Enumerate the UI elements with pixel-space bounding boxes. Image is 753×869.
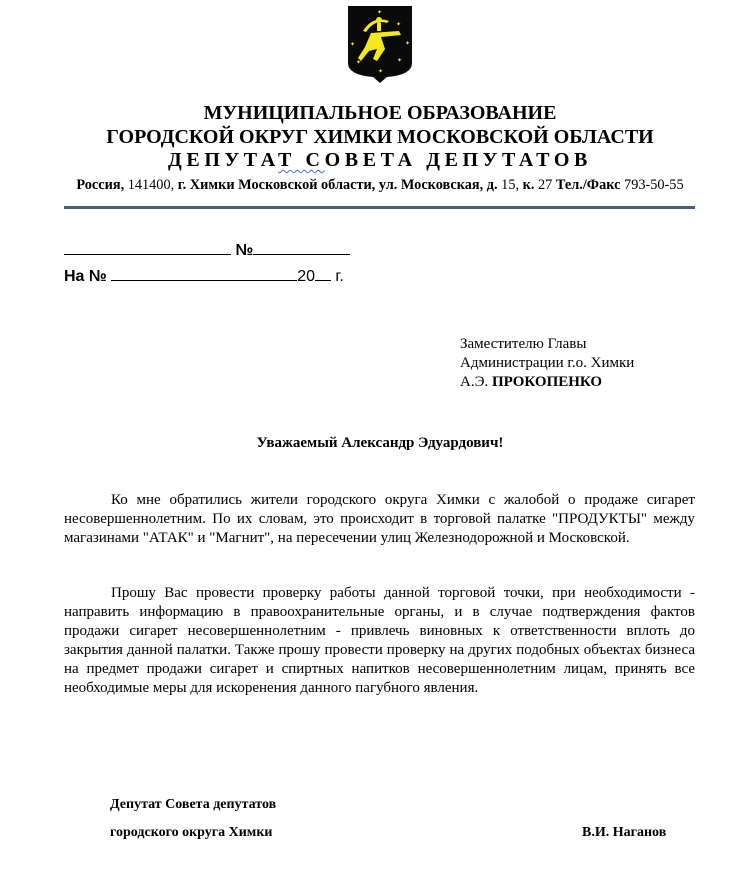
addressee-block: Заместителю Главы Администрации г.о. Химки А.Э. ПРОКОПЕНКО: [460, 336, 635, 390]
svg-text:✦: ✦: [356, 59, 362, 66]
svg-text:✦: ✦: [377, 9, 383, 16]
org-address: Россия, 141400, г. Химки Московской области, ул. Московская, д. 15, к. 27 Тел./Факс 793-50-55: [76, 177, 684, 193]
body-paragraph-1: Ко мне обратились жители городского округа Химки с жалобой о продаже сигарет несовершеннолетним. По их словам, это происходит в торговой палатке "ПРОДУКТЫ" между магазинами "АТАК" и "Магнит", на пересечении улиц Железнодорожной и Московской.: [64, 492, 695, 546]
signatory-title-line2: городского округа Химки: [110, 825, 273, 840]
addressee-surname: ПРОКОПЕНКО: [492, 374, 603, 390]
svg-text:✦: ✦: [405, 40, 411, 47]
date-blank: [64, 240, 231, 255]
svg-text:✦: ✦: [396, 21, 402, 28]
outgoing-number-line: №: [64, 240, 350, 260]
org-title-line3: ДЕПУТАТ СОВЕТА ДЕПУТАТОВ: [168, 149, 592, 171]
svg-text:✦: ✦: [397, 57, 403, 64]
header-divider: [64, 206, 695, 209]
year-blank: [315, 266, 331, 281]
khimki-coat-of-arms-icon: [347, 5, 413, 83]
number-blank: [253, 240, 350, 255]
signatory-title-line1: Депутат Совета депутатов: [110, 797, 277, 812]
org-title-line2: ГОРОДСКОЙ ОКРУГ ХИМКИ МОСКОВСКОЙ ОБЛАСТИ: [106, 126, 654, 148]
org-title-line1: МУНИЦИПАЛЬНОЕ ОБРАЗОВАНИЕ: [203, 102, 557, 124]
spellcheck-underline: Т С: [278, 149, 325, 171]
svg-text:✦: ✦: [350, 41, 356, 48]
reference-blank: [111, 266, 297, 281]
body-paragraph-2: Прошу Вас провести проверку работы данной торговой точки, при необходимости - направить информацию в правоохранительные органы, и в случае подтверждения фактов продажи сигарет несовершеннолетним - привлечь виновных к ответственности вплоть до закрытия данной палатки. Также прошу провести проверку на других подобных объектах бизнеса на предмет продажи сигарет и спиртных напитков несовершеннолетним лицам, принять все необходимые меры для искоренения данного пагубного явления.: [64, 585, 695, 696]
svg-text:✦: ✦: [378, 68, 384, 75]
greeting: Уважаемый Александр Эдуардович!: [256, 435, 504, 451]
reference-number-line: На № 20 г.: [64, 268, 344, 285]
signatory-name: В.И. Наганов: [582, 825, 667, 840]
